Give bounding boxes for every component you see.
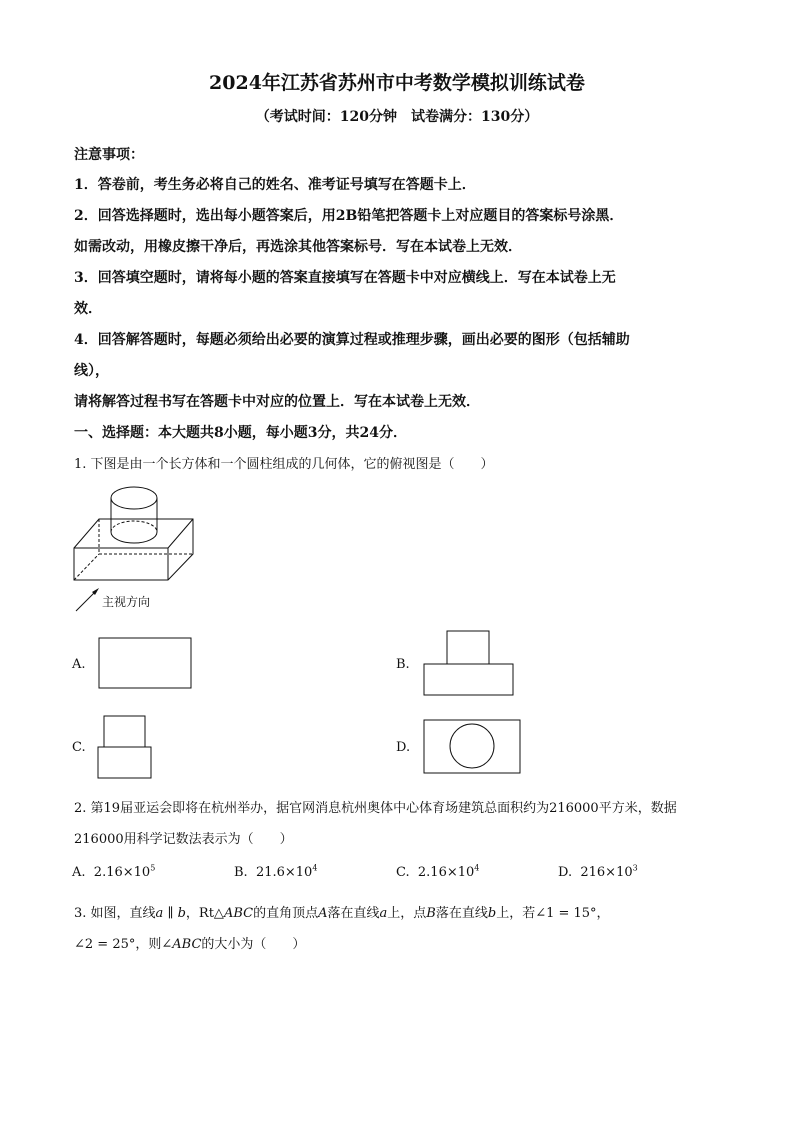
q2-option-a: A. $2.16\times 10^5$ — [72, 863, 156, 880]
view-direction-label: 主视方向 — [102, 595, 151, 609]
note-line: 4．回答解答题时，每题必须给出必要的演算过程或推理步骤，画出必要的图形（包括辅助 — [74, 332, 630, 348]
option-d-label: D. — [396, 740, 411, 755]
note-line: 如需改动，用橡皮擦干净后，再选涂其他答案标号．写在本试卷上无效． — [74, 239, 522, 255]
note-line: 3．回答填空题时，请将每小题的答案直接填写在答题卡中对应横线上．写在本试卷上无 — [74, 270, 616, 286]
option-c-label: C. — [72, 740, 86, 755]
question-2-line2: 216000用科学记数法表示为（ ） — [74, 832, 293, 847]
q2-option-b: B. $21.6\times 10^4$ — [234, 863, 318, 880]
question-2-line1: 2. 第19届亚运会即将在杭州举办，据官网消息杭州奥体中心体育场建筑总面积约为216000平方米，数据 — [74, 801, 677, 816]
option-b-label: B. — [396, 657, 410, 672]
page-title: 2024年江苏省苏州市中考数学模拟训练试卷 — [209, 72, 585, 94]
note-line: 线）， — [74, 363, 109, 379]
question-3-line2: ∠2 = 25°，则∠ABC的大小为（ ） — [74, 937, 306, 952]
question-1-stem: 1. 下图是由一个长方体和一个圆柱组成的几何体，它的俯视图是（ ） — [74, 457, 494, 472]
section-heading: 一、选择题：本大题共8小题，每小题3分，共24分． — [74, 425, 407, 441]
note-line: 请将解答过程书写在答题卡中对应的位置上．写在本试卷上无效． — [74, 394, 480, 410]
notes-heading: 注意事项： — [74, 147, 144, 163]
note-line: 效． — [74, 301, 102, 317]
question-3-line1: 3. 如图，直线a ∥ b，Rt△ABC的直角顶点A落在直线a上，点B落在直线b上，若∠1 = 15°， — [74, 906, 610, 921]
option-a-label: A. — [72, 657, 86, 672]
exam-info: （考试时间：120分钟 试卷满分：130分） — [255, 109, 539, 125]
note-line: 2．回答选择题时，选出每小题答案后，用2B铅笔把答题卡上对应题目的答案标号涂黑． — [74, 208, 624, 224]
q2-option-c: C. $2.16\times 10^4$ — [396, 863, 480, 880]
q2-option-d: D. $216\times 10^3$ — [558, 863, 638, 880]
note-line: 1．答卷前，考生务必将自己的姓名、准考证号填写在答题卡上． — [74, 177, 476, 193]
